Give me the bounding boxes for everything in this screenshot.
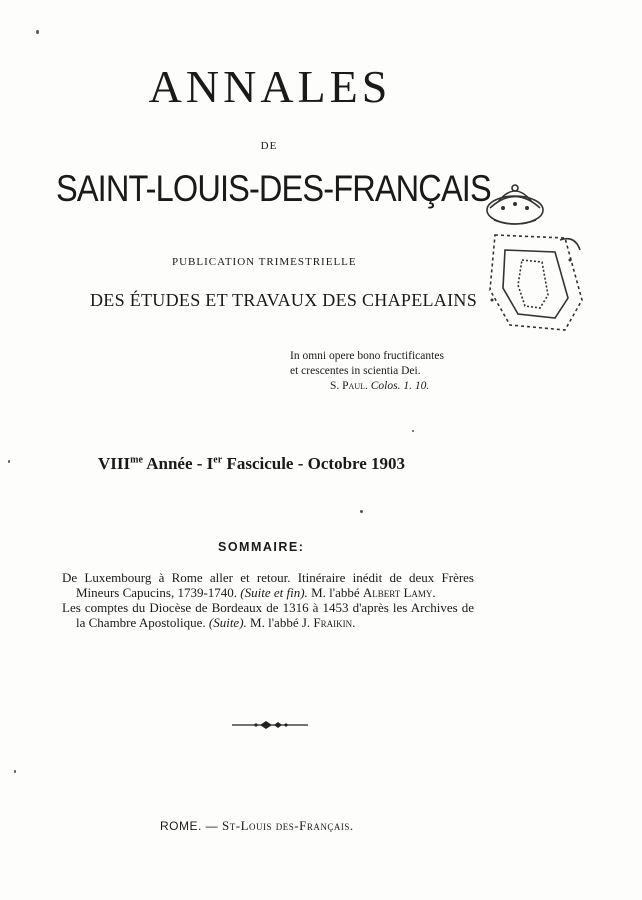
- epigraph-reference: Colos. 1. 10.: [370, 380, 430, 392]
- issue-fascicle-suffix: er: [213, 454, 223, 466]
- issue-year-word: Année -: [146, 454, 203, 473]
- toc-entry-note: (Suite et fin).: [240, 585, 308, 600]
- epigraph-author: S. Paul.: [330, 380, 368, 392]
- imprint: [160, 818, 354, 834]
- toc-entry-author-prefix: M. l'abbé: [311, 585, 360, 600]
- epigraph-line: et crescentes in scientia Dei.: [290, 365, 421, 377]
- epigraph: [290, 349, 444, 394]
- table-of-contents: [62, 570, 474, 630]
- epigraph-line: In omni opere bono fructificantes: [290, 350, 444, 362]
- sommaire-heading: SOMMAIRE:: [218, 540, 305, 554]
- epigraph-citation: [290, 379, 444, 394]
- toc-entry: [62, 570, 474, 600]
- publication-description: DES ÉTUDES ET TRAVAUX DES CHAPELAINS: [90, 290, 478, 310]
- issue-fascicle-numeral: I: [206, 454, 214, 473]
- toc-entry-text: De Luxembourg à Rome aller et retour. Itinéraire inédit de deux Frères Mineurs Capucins, 1739-1740.: [62, 570, 474, 600]
- paper-speck: [412, 430, 414, 432]
- issue-year-suffix: me: [130, 454, 143, 466]
- issue-line: [98, 454, 405, 474]
- title-connector: DE: [260, 140, 278, 152]
- paper-speck: [36, 30, 39, 34]
- journal-title: ANNALES: [148, 61, 392, 112]
- toc-entry-author-prefix: M. l'abbé J.: [250, 615, 311, 630]
- institution-title: SAINT-LOUIS-DES-FRANÇAIS: [56, 168, 491, 209]
- paper-speck: [14, 770, 16, 773]
- toc-entry-text: Les comptes du Diocèse de Bordeaux de 1316 à 1453 d'après les Archives de la Chambre Apostolique.: [62, 600, 474, 630]
- toc-entry-author: Fraikin.: [313, 615, 356, 630]
- imprint-city: ROME. —: [160, 819, 219, 833]
- toc-entry: [62, 600, 474, 630]
- library-stamp-crown-icon: [470, 180, 590, 340]
- ornament-divider-icon: [230, 718, 310, 732]
- paper-speck: [8, 460, 10, 463]
- issue-date: Octobre 1903: [307, 454, 406, 473]
- paper-speck: [360, 510, 363, 513]
- toc-entry-note: (Suite).: [208, 615, 247, 630]
- issue-fascicle-word: Fascicule -: [226, 454, 304, 473]
- toc-entry-author: Albert Lamy.: [362, 585, 436, 600]
- publication-frequency: PUBLICATION TRIMESTRIELLE: [172, 256, 357, 268]
- imprint-publisher: St-Louis des-Français.: [222, 818, 354, 833]
- issue-year-numeral: VIII: [98, 454, 131, 473]
